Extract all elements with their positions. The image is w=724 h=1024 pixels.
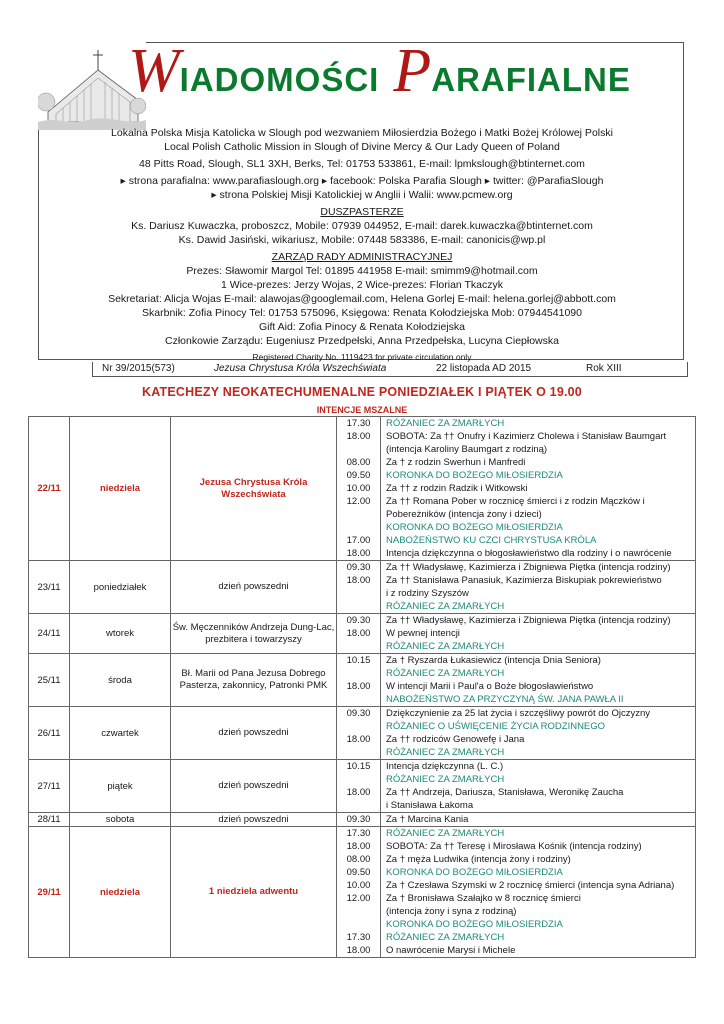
mass-intentions bbox=[381, 760, 696, 813]
intention-line: (intencja żony i syna z rodziną) bbox=[386, 906, 517, 917]
day-row bbox=[29, 417, 696, 561]
devotion-line: RÓŻANIEC ZA ZMARŁYCH bbox=[386, 668, 505, 679]
mass-times bbox=[337, 760, 381, 813]
web-links: ▸ strona parafialna: www.parafiaslough.org ▸ facebook: Polska Parafia Slough ▸ twitter: @ParafiaSlough bbox=[120, 175, 604, 187]
devotion-line: RÓŻANIEC ZA ZMARŁYCH bbox=[386, 932, 505, 943]
mass-time: 09.30 bbox=[346, 562, 371, 573]
day-name: wtorek bbox=[70, 614, 171, 654]
day-feast: Jezusa Chrystusa Króla Wszechświata bbox=[171, 417, 337, 561]
day-name: środa bbox=[70, 654, 171, 707]
mass-time: 12.00 bbox=[346, 893, 371, 904]
intention-line: Za †† z rodzin Radzik i Witkowski bbox=[386, 483, 528, 494]
intention-line: i z rodziny Szyszów bbox=[386, 588, 469, 599]
devotion-line: KORONKA DO BOŻEGO MIŁOSIERDZIA bbox=[386, 867, 563, 878]
mass-time: 10.00 bbox=[346, 880, 371, 891]
day-date: 28/11 bbox=[29, 813, 70, 827]
intentions-heading: INTENCJE MSZALNE bbox=[316, 405, 408, 415]
devotion-line: KORONKA DO BOŻEGO MIŁOSIERDZIA bbox=[386, 522, 563, 533]
mass-time: 09.30 bbox=[346, 708, 371, 719]
devotion-line: RÓŻANIEC ZA ZMARŁYCH bbox=[386, 418, 505, 429]
day-row bbox=[29, 614, 696, 654]
devotion-line: RÓŻANIEC ZA ZMARŁYCH bbox=[386, 601, 505, 612]
mass-time: 12.00 bbox=[346, 496, 371, 507]
day-name: czwartek bbox=[70, 707, 171, 760]
day-name: piątek bbox=[70, 760, 171, 813]
intention-line: (intencja Karoliny Baumgart z rodziną) bbox=[386, 444, 548, 455]
mass-time bbox=[337, 640, 380, 653]
mass-time bbox=[337, 746, 380, 759]
mass-time: 09.30 bbox=[346, 814, 371, 825]
mass-time: 08.00 bbox=[346, 457, 371, 468]
devotion-line: NABOŻEŃSTWO ZA PRZYCZYNĄ ŚW. JANA PAWŁA II bbox=[386, 694, 624, 705]
day-feast: dzień powszedni bbox=[171, 707, 337, 760]
day-date: 29/11 bbox=[29, 827, 70, 958]
intention-line: W pewnej intencji bbox=[386, 628, 460, 639]
mass-times bbox=[337, 813, 381, 827]
mass-time: 17.30 bbox=[346, 932, 371, 943]
mass-time bbox=[337, 521, 380, 534]
mass-intentions bbox=[381, 827, 696, 958]
intention-line: Za †† Stanisława Panasiuk, Kazimierza Biskupiak pokrewieństwo bbox=[386, 575, 662, 586]
intention-line: Pobereżników (intencja żony i dzieci) bbox=[386, 509, 542, 520]
intention-line: SOBOTA: Za †† Onufry i Kazimierz Cholewa i Stanisław Baumgart bbox=[386, 431, 667, 442]
day-date: 27/11 bbox=[29, 760, 70, 813]
day-feast: dzień powszedni bbox=[171, 813, 337, 827]
intention-line: Za † Marcina Kania bbox=[386, 814, 469, 825]
zarzad-line: 1 Wice-prezes: Jerzy Wojas, 2 Wice-prezes: Florian Tkaczyk bbox=[220, 279, 504, 291]
charity-number: Registered Charity No. 1119423 for private circulation only bbox=[252, 352, 472, 362]
day-feast: dzień powszedni bbox=[171, 561, 337, 614]
mass-time bbox=[337, 799, 380, 812]
devotion-line: RÓŻANIEC ZA ZMARŁYCH bbox=[386, 747, 505, 758]
mass-time: 18.00 bbox=[346, 734, 371, 745]
intention-line: Za †† rodziców Genowefę i Jana bbox=[386, 734, 525, 745]
day-row bbox=[29, 760, 696, 813]
mass-intentions bbox=[381, 707, 696, 760]
intention-line: SOBOTA: Za †† Teresę i Mirosława Kośnik (intencja rodziny) bbox=[386, 841, 642, 852]
day-date: 25/11 bbox=[29, 654, 70, 707]
zarzad-line: Członkowie Zarządu: Eugeniusz Przedpełski, Anna Przedpełska, Lucyna Ciepłowska bbox=[165, 335, 559, 347]
intention-line: Za † męża Ludwika (intencja żony i rodziny) bbox=[386, 854, 571, 865]
katechezy-banner: KATECHEZY NEOKATECHUMENALNE PONIEDZIAŁEK I PIĄTEK O 19.00 bbox=[142, 385, 582, 399]
mass-time: 10.15 bbox=[346, 655, 371, 666]
day-row bbox=[29, 654, 696, 707]
day-feast: 1 niedziela adwentu bbox=[171, 827, 337, 958]
issue-number: Nr 39/2015(573) bbox=[102, 363, 175, 374]
zarzad-line: Prezes: Sławomir Margol Tel: 01895 441958 E-mail: smimm9@hotmail.com bbox=[186, 265, 538, 277]
address: 48 Pitts Road, Slough, SL1 3XH, Berks, Tel: 01753 533861, E-mail: lpmkslough@btinternet.com bbox=[139, 158, 585, 170]
intention-line: i Stanisława Łakoma bbox=[386, 800, 474, 811]
day-feast: Bł. Marii od Pana Jezusa Dobrego Pasterza, zakonnicy, Patronki PMK bbox=[171, 654, 337, 707]
day-name: niedziela bbox=[70, 417, 171, 561]
mass-time: 10.00 bbox=[346, 483, 371, 494]
devotion-line: RÓŻANIEC ZA ZMARŁYCH bbox=[386, 774, 505, 785]
mass-times bbox=[337, 654, 381, 707]
day-row bbox=[29, 813, 696, 827]
intention-line: Intencja dziękczynna (L. C.) bbox=[386, 761, 504, 772]
mass-intentions bbox=[381, 417, 696, 561]
title-word-1: IADOMOŚCI bbox=[179, 61, 380, 98]
mass-time bbox=[337, 918, 380, 931]
duszpasterze-heading: DUSZPASTERZE bbox=[320, 206, 404, 218]
day-date: 23/11 bbox=[29, 561, 70, 614]
mass-time: 18.00 bbox=[346, 841, 371, 852]
intention-line: Dziękczynienie za 25 lat życia i szczęśliwy powrót do Ojczyzny bbox=[386, 708, 650, 719]
day-name: niedziela bbox=[70, 827, 171, 958]
day-row bbox=[29, 707, 696, 760]
mass-times bbox=[337, 614, 381, 654]
parish-info bbox=[40, 126, 684, 364]
title-initial-w: W bbox=[128, 37, 180, 105]
day-date: 22/11 bbox=[29, 417, 70, 561]
day-feast: Św. Męczenników Andrzeja Dung-Lac, prezbitera i towarzyszy bbox=[171, 614, 337, 654]
pcmew-link: ▸ strona Polskiej Misji Katolickiej w Anglii i Walii: www.pcmew.org bbox=[211, 189, 513, 201]
intention-line: Za †† Romana Pober w rocznicę śmierci i z rodzin Mączków i bbox=[386, 496, 645, 507]
intention-line: Za † Bronisława Szałajko w 8 rocznicę śmierci bbox=[386, 893, 581, 904]
issue-bar bbox=[92, 362, 688, 377]
devotion-line: KORONKA DO BOŻEGO MIŁOSIERDZIA bbox=[386, 470, 563, 481]
mass-time: 18.00 bbox=[346, 628, 371, 639]
title-word-2: ARAFIALNE bbox=[431, 61, 631, 98]
day-feast: dzień powszedni bbox=[171, 760, 337, 813]
mass-time bbox=[337, 587, 380, 600]
mass-times bbox=[337, 827, 381, 958]
mass-time: 17.30 bbox=[346, 828, 371, 839]
mass-time bbox=[337, 905, 380, 918]
mass-time: 17.30 bbox=[346, 418, 371, 429]
mass-time: 18.00 bbox=[346, 575, 371, 586]
intention-line: Za † Czesława Szymski w 2 rocznicę śmierci (intencja syna Adriana) bbox=[386, 880, 675, 891]
day-date: 24/11 bbox=[29, 614, 70, 654]
day-row bbox=[29, 827, 696, 958]
mass-time: 09.30 bbox=[346, 615, 371, 626]
mass-intentions bbox=[381, 654, 696, 707]
zarzad-heading: ZARZĄD RADY ADMINISTRACYJNEJ bbox=[271, 251, 453, 263]
mass-time bbox=[337, 667, 380, 680]
day-date: 26/11 bbox=[29, 707, 70, 760]
devotion-line: KORONKA DO BOŻEGO MIŁOSIERDZIA bbox=[386, 919, 563, 930]
day-row bbox=[29, 561, 696, 614]
mass-time: 09.50 bbox=[346, 470, 371, 481]
intention-line: O nawrócenie Marysi i Michele bbox=[386, 945, 516, 956]
mass-intentions bbox=[381, 614, 696, 654]
priest-1: Ks. Dariusz Kuwaczka, proboszcz, Mobile: 07939 044952, E-mail: darek.kuwaczka@btinternet.com bbox=[131, 220, 593, 232]
priest-2: Ks. Dawid Jasiński, wikariusz, Mobile: 07448 583386, E-mail: canonicis@wp.pl bbox=[178, 234, 546, 246]
issue-year: Rok XIII bbox=[586, 363, 622, 374]
mass-times bbox=[337, 707, 381, 760]
title-initial-p: P bbox=[393, 37, 432, 105]
devotion-line: RÓŻANIEC O UŚWIĘCENIE ŻYCIA RODZINNEGO bbox=[386, 721, 606, 732]
mass-time: 18.00 bbox=[346, 945, 371, 956]
intention-line: Intencja dziękczynna o błogosławieństwo dla rodziny i o nawrócenie bbox=[386, 548, 672, 559]
intention-line: Za † z rodzin Swerhun i Manfredi bbox=[386, 457, 526, 468]
mass-time: 10.15 bbox=[346, 761, 371, 772]
mass-time bbox=[337, 508, 380, 521]
mass-time bbox=[337, 693, 380, 706]
issue-feast: Jezusa Chrystusa Króla Wszechświata bbox=[214, 363, 387, 374]
devotion-line: NABOŻEŃSTWO KU CZCI CHRYSTUSA KRÓLA bbox=[386, 535, 597, 546]
day-name: poniedziałek bbox=[70, 561, 171, 614]
mass-intentions-table bbox=[28, 416, 696, 958]
intention-line: Za †† Władysławę, Kazimierza i Zbigniewa Piętka (intencja rodziny) bbox=[386, 562, 671, 573]
mission-name-en: Local Polish Catholic Mission in Slough of Divine Mercy & Our Lady Queen of Poland bbox=[164, 141, 560, 153]
zarzad-line: Sekretariat: Alicja Wojas E-mail: alawojas@googlemail.com, Helena Gorlej E-mail: helena.gorlej@abbott.com bbox=[108, 293, 616, 305]
mass-time bbox=[337, 443, 380, 456]
mass-time bbox=[337, 773, 380, 786]
issue-date: 22 listopada AD 2015 bbox=[436, 363, 532, 374]
intention-line: Za †† Władysławę, Kazimierza i Zbigniewa Piętka (intencja rodziny) bbox=[386, 615, 671, 626]
mass-intentions bbox=[381, 561, 696, 614]
day-name: sobota bbox=[70, 813, 171, 827]
mass-time: 18.00 bbox=[346, 787, 371, 798]
mass-time: 18.00 bbox=[346, 681, 371, 692]
mass-time: 08.00 bbox=[346, 854, 371, 865]
devotion-line: RÓŻANIEC ZA ZMARŁYCH bbox=[386, 641, 505, 652]
intention-line: Za † Ryszarda Łukasiewicz (intencja Dnia Seniora) bbox=[386, 655, 601, 666]
mass-intentions bbox=[381, 813, 696, 827]
zarzad-line: Skarbnik: Zofia Pinocy Tel: 01753 575096, Księgowa: Renata Kołodziejska Mob: 07944541090 bbox=[142, 307, 582, 319]
mass-time bbox=[337, 720, 380, 733]
mission-name-pl: Lokalna Polska Misja Katolicka w Slough pod wezwaniem Miłosierdzia Bożego i Matki Bożej Królowej Polski bbox=[111, 127, 613, 139]
mass-times bbox=[337, 417, 381, 561]
mass-time: 18.00 bbox=[346, 431, 371, 442]
mass-time: 17.00 bbox=[346, 535, 371, 546]
intention-line: W intencji Marii i Paul'a o Boże błogosławieństwo bbox=[386, 681, 594, 692]
devotion-line: RÓŻANIEC ZA ZMARŁYCH bbox=[386, 828, 505, 839]
intention-line: Za †† Andrzeja, Dariusza, Stanisława, Weronikę Zaucha bbox=[386, 787, 624, 798]
zarzad-line: Gift Aid: Zofia Pinocy & Renata Kołodziejska bbox=[258, 321, 466, 333]
mass-time bbox=[337, 600, 380, 613]
newsletter-title bbox=[128, 37, 648, 112]
mass-times bbox=[337, 561, 381, 614]
mass-time: 18.00 bbox=[346, 548, 371, 559]
mass-time: 09.50 bbox=[346, 867, 371, 878]
